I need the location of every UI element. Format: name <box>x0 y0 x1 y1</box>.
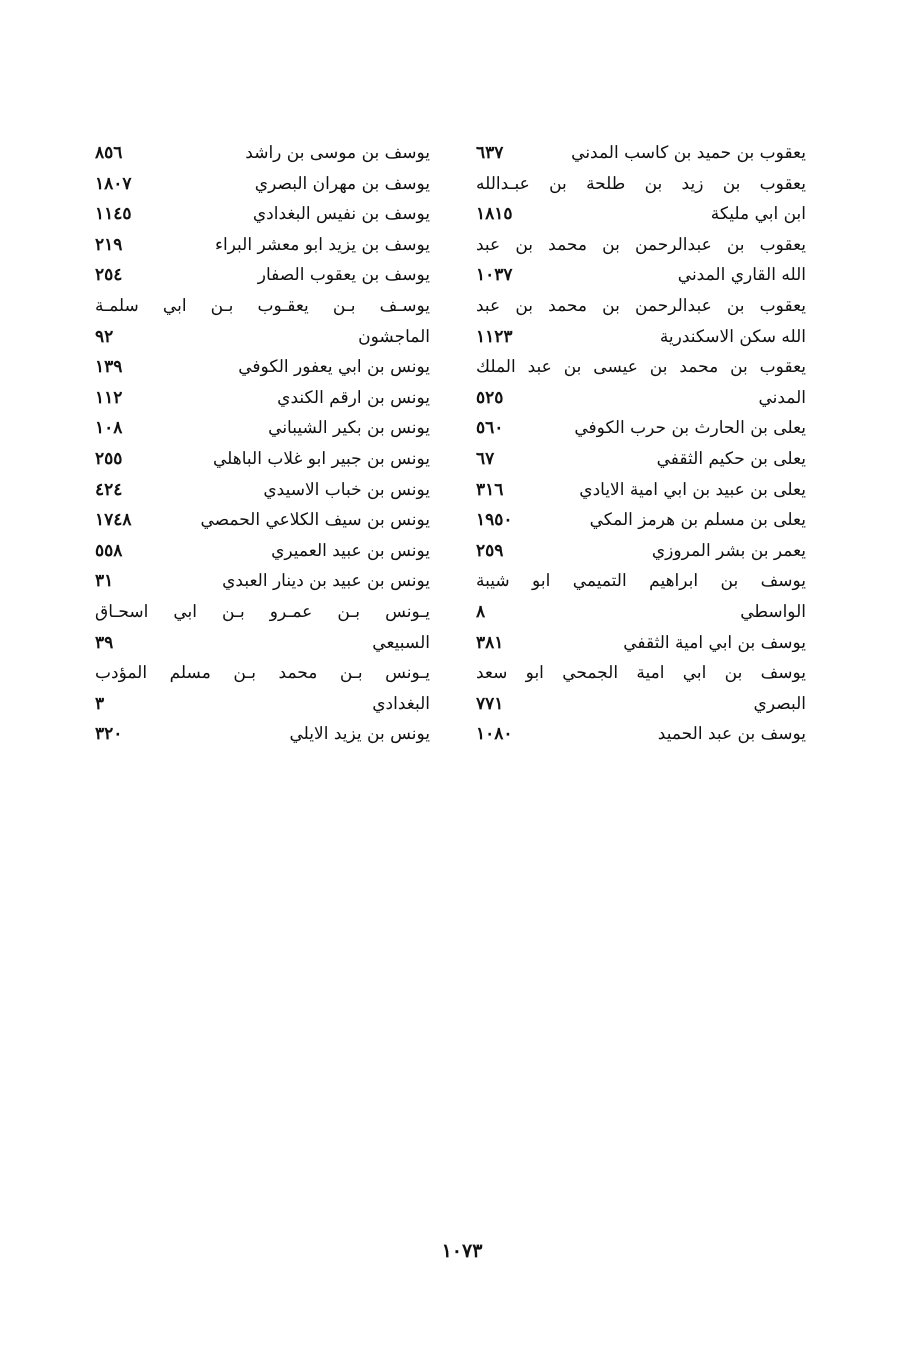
entry-number: ٣١٦ <box>476 479 504 500</box>
entry-name: يعقوب بن محمد بن عيسى بن عبد الملك <box>476 357 806 378</box>
index-entry <box>476 138 806 169</box>
index-entry <box>476 322 806 353</box>
index-entry <box>476 536 806 567</box>
entry-name: يونس بن عبيد بن دينار العبدي <box>222 571 430 592</box>
index-entry <box>95 322 430 353</box>
entry-number: ٤٢٤ <box>95 479 123 500</box>
entry-name: البغدادي <box>372 693 430 714</box>
entry-name: يـونس بـن محمد بـن مسلم المؤدب <box>95 663 430 684</box>
entry-number: ٢٥٤ <box>95 265 123 286</box>
entry-name: الماجشون <box>358 326 430 347</box>
index-entry <box>95 138 430 169</box>
entry-name: يعلى بن مسلم بن هرمز المكي <box>589 510 806 531</box>
index-entry <box>95 597 430 628</box>
entry-name: يوسف بن موسى بن راشد <box>245 143 430 163</box>
index-entry <box>476 260 806 291</box>
index-entry <box>476 658 806 689</box>
entry-name: يـونس بـن عمـرو بـن ابي اسحـاق <box>95 601 430 622</box>
entry-name: يوسف بن يزيد ابو معشر البراء <box>214 234 430 255</box>
index-entry <box>95 352 430 383</box>
entry-number: ٨ <box>476 601 486 622</box>
entry-number: ١٨٠٧ <box>95 173 132 194</box>
index-entry <box>476 719 806 750</box>
entry-number: ٨٥٦ <box>95 143 123 163</box>
index-column-left <box>95 138 430 750</box>
entry-name: يعقوب بن عبدالرحمن بن محمد بن عبد <box>476 295 806 316</box>
entry-number: ٥٢٥ <box>476 387 504 408</box>
entry-number: ٦٧ <box>476 448 495 469</box>
entry-number: ٣ <box>95 693 105 714</box>
entry-name: يوسف بن يعقوب الصفار <box>257 265 430 286</box>
entry-number: ٣٩ <box>95 632 114 653</box>
index-entry <box>476 597 806 628</box>
index-entry <box>476 291 806 322</box>
index-entry <box>476 475 806 506</box>
entry-name: الواسطي <box>740 601 806 622</box>
entry-name: يعلى بن الحارث بن حرب الكوفي <box>574 418 806 439</box>
entry-name: يوسف بن ابراهيم التميمي ابو شيبة <box>476 571 806 592</box>
index-entry <box>476 413 806 444</box>
entry-number: ١٠٨ <box>95 418 123 439</box>
entry-number: ١٠٨٠ <box>476 724 513 745</box>
entry-number: ١٠٣٧ <box>476 265 513 286</box>
entry-number: ٢٥٩ <box>476 540 504 561</box>
index-entry <box>95 505 430 536</box>
index-entry <box>476 169 806 200</box>
index-entry <box>476 505 806 536</box>
index-entry <box>476 689 806 720</box>
page-number: ١٠٧٣ <box>441 1240 483 1262</box>
entry-number: ٥٥٨ <box>95 540 123 561</box>
entry-number: ٩٢ <box>95 326 114 347</box>
index-entry <box>95 689 430 720</box>
entry-name: يونس بن ابي يعفور الكوفي <box>238 357 430 378</box>
entry-number: ٣٢٠ <box>95 724 123 745</box>
entry-number: ١٩٥٠ <box>476 510 513 531</box>
index-entry <box>95 658 430 689</box>
index-entry <box>95 291 430 322</box>
entry-number: ١١٢٣ <box>476 326 513 347</box>
index-entry <box>95 413 430 444</box>
entry-name: يعلى بن حكيم الثقفي <box>656 448 806 469</box>
entry-name: يوسف بن نفيس البغدادي <box>252 204 430 225</box>
index-entry <box>95 199 430 230</box>
index-entry <box>95 383 430 414</box>
index-entry <box>476 628 806 659</box>
index-entry <box>95 628 430 659</box>
entry-name: يعلى بن عبيد بن ابي امية الايادي <box>579 479 806 500</box>
entry-number: ١٣٩ <box>95 357 123 378</box>
entry-name: يونس بن ارقم الكندي <box>277 387 430 408</box>
entry-name: السبيعي <box>372 632 430 653</box>
entry-name: يوسـف بـن يعقـوب بـن ابي سلمـة <box>95 295 430 316</box>
index-entry <box>476 444 806 475</box>
entry-number: ٦٣٧ <box>476 143 504 163</box>
entry-number: ١١٢ <box>95 387 123 408</box>
entry-name: يعقوب بن عبدالرحمن بن محمد بن عبد <box>476 234 806 255</box>
index-entry <box>95 230 430 261</box>
entry-name: يونس بن بكير الشيباني <box>268 418 430 439</box>
index-entry <box>95 475 430 506</box>
entry-name: الله سكن الاسكندرية <box>659 326 806 347</box>
entry-number: ١٧٤٨ <box>95 510 132 531</box>
index-entry <box>95 169 430 200</box>
index-entry <box>95 536 430 567</box>
entry-number: ٥٦٠ <box>476 418 504 439</box>
index-column-right <box>476 138 806 750</box>
entry-name: المدني <box>758 387 806 408</box>
index-entry <box>95 444 430 475</box>
entry-name: يونس بن يزيد الايلي <box>289 724 430 745</box>
index-entry <box>476 199 806 230</box>
entry-name: يونس بن سيف الكلاعي الحمصي <box>200 510 430 531</box>
index-entry <box>476 383 806 414</box>
entry-number: ٣٨١ <box>476 632 504 653</box>
entry-name: ابن ابي مليكة <box>710 204 806 225</box>
entry-name: يعقوب بن حميد بن كاسب المدني <box>571 143 806 163</box>
entry-name: يعمر بن بشر المروزي <box>651 540 806 561</box>
entry-name: البصري <box>753 693 806 714</box>
entry-number: ٣١ <box>95 571 114 592</box>
entry-number: ١١٤٥ <box>95 204 132 225</box>
entry-name: يوسف بن ابي امية الثقفي <box>623 632 806 653</box>
entry-name: يونس بن جبير ابو غلاب الباهلي <box>212 448 430 469</box>
index-entry <box>476 352 806 383</box>
entry-name: يوسف بن عبد الحميد <box>657 724 806 745</box>
index-entry <box>476 566 806 597</box>
entry-number: ٢١٩ <box>95 234 123 255</box>
entry-number: ٢٥٥ <box>95 448 123 469</box>
entry-name: يونس بن عبيد العميري <box>271 540 430 561</box>
entry-name: يونس بن خباب الاسيدي <box>263 479 430 500</box>
index-entry <box>95 719 430 750</box>
entry-number: ١٨١٥ <box>476 204 513 225</box>
index-entry <box>95 260 430 291</box>
entry-name: يوسف بن ابي امية الجمحي ابو سعد <box>476 663 806 684</box>
entry-name: يعقوب بن زيد بن طلحة بن عبـدالله <box>476 173 806 194</box>
entry-number: ٧٧١ <box>476 693 504 714</box>
entry-name: يوسف بن مهران البصري <box>254 173 430 194</box>
index-entry <box>95 566 430 597</box>
entry-name: الله القاري المدني <box>677 265 806 286</box>
index-entry <box>476 230 806 261</box>
